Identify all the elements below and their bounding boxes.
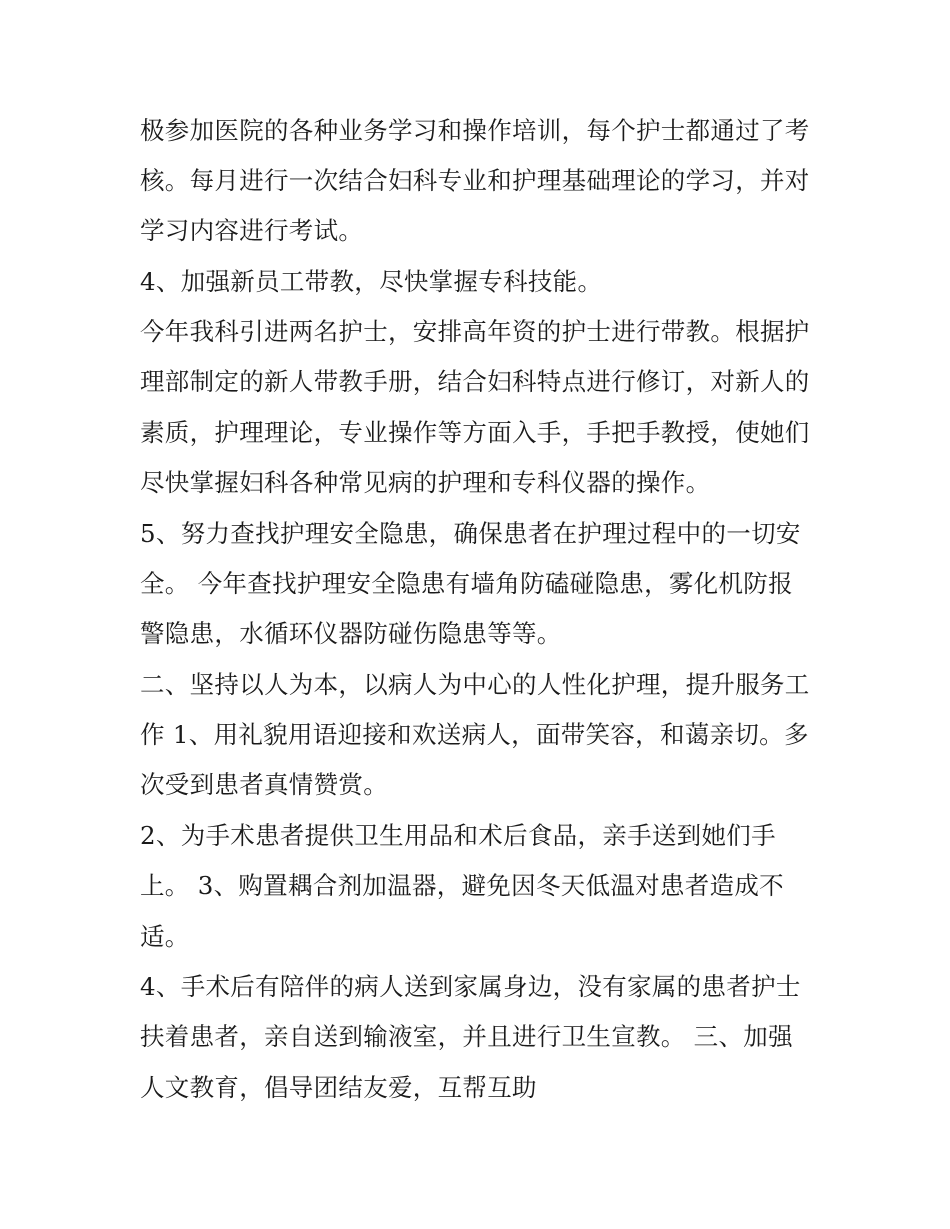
text-line: 次受到患者真情赞赏。 bbox=[140, 770, 388, 799]
text-line: 适。 bbox=[140, 922, 190, 951]
text-line: 扶着患者，亲自送到输液室，并且进行卫生宣教。 三、加强 bbox=[140, 1022, 793, 1051]
text-line: 极参加医院的各种业务学习和操作培训，每个护士都通过了考 bbox=[140, 116, 810, 145]
text-line: 尽快掌握妇科各种常见病的护理和专科仪器的操作。 bbox=[140, 468, 711, 497]
text-line: 警隐患，水循环仪器防碰伤隐患等等。 bbox=[140, 619, 562, 648]
text-line: 4、加强新员工带教，尽快掌握专科技能。 bbox=[140, 267, 603, 296]
text-line: 全。 今年查找护理安全隐患有墙角防磕碰隐患，雾化机防报 bbox=[140, 569, 793, 598]
text-line: 5、努力查找护理安全隐患，确保患者在护理过程中的一切安 bbox=[140, 519, 801, 548]
text-line: 核。每月进行一次结合妇科专业和护理基础理论的学习，并对 bbox=[140, 166, 810, 195]
text-line: 2、为手术患者提供卫生用品和术后食品，亲手送到她们手 bbox=[140, 821, 776, 850]
text-line: 4、手术后有陪伴的病人送到家属身边，没有家属的患者护士 bbox=[140, 972, 801, 1001]
text-line: 作 1、用礼貌用语迎接和欢送病人，面带笑容，和蔼亲切。多 bbox=[140, 720, 809, 749]
text-line: 学习内容进行考试。 bbox=[140, 216, 364, 245]
text-line: 素质，护理理论，专业操作等方面入手，手把手教授，使她们 bbox=[140, 418, 810, 447]
text-line: 今年我科引进两名护士，安排高年资的护士进行带教。根据护 bbox=[140, 317, 810, 346]
text-line: 人文教育，倡导团结友爱，互帮互助 bbox=[140, 1073, 537, 1102]
text-line: 二、坚持以人为本，以病人为中心的人性化护理，提升服务工 bbox=[140, 670, 810, 699]
text-line: 上。 3、购置耦合剂加温器，避免因冬天低温对患者造成不 bbox=[140, 871, 784, 900]
text-line: 理部制定的新人带教手册，结合妇科特点进行修订，对新人的 bbox=[140, 367, 810, 396]
